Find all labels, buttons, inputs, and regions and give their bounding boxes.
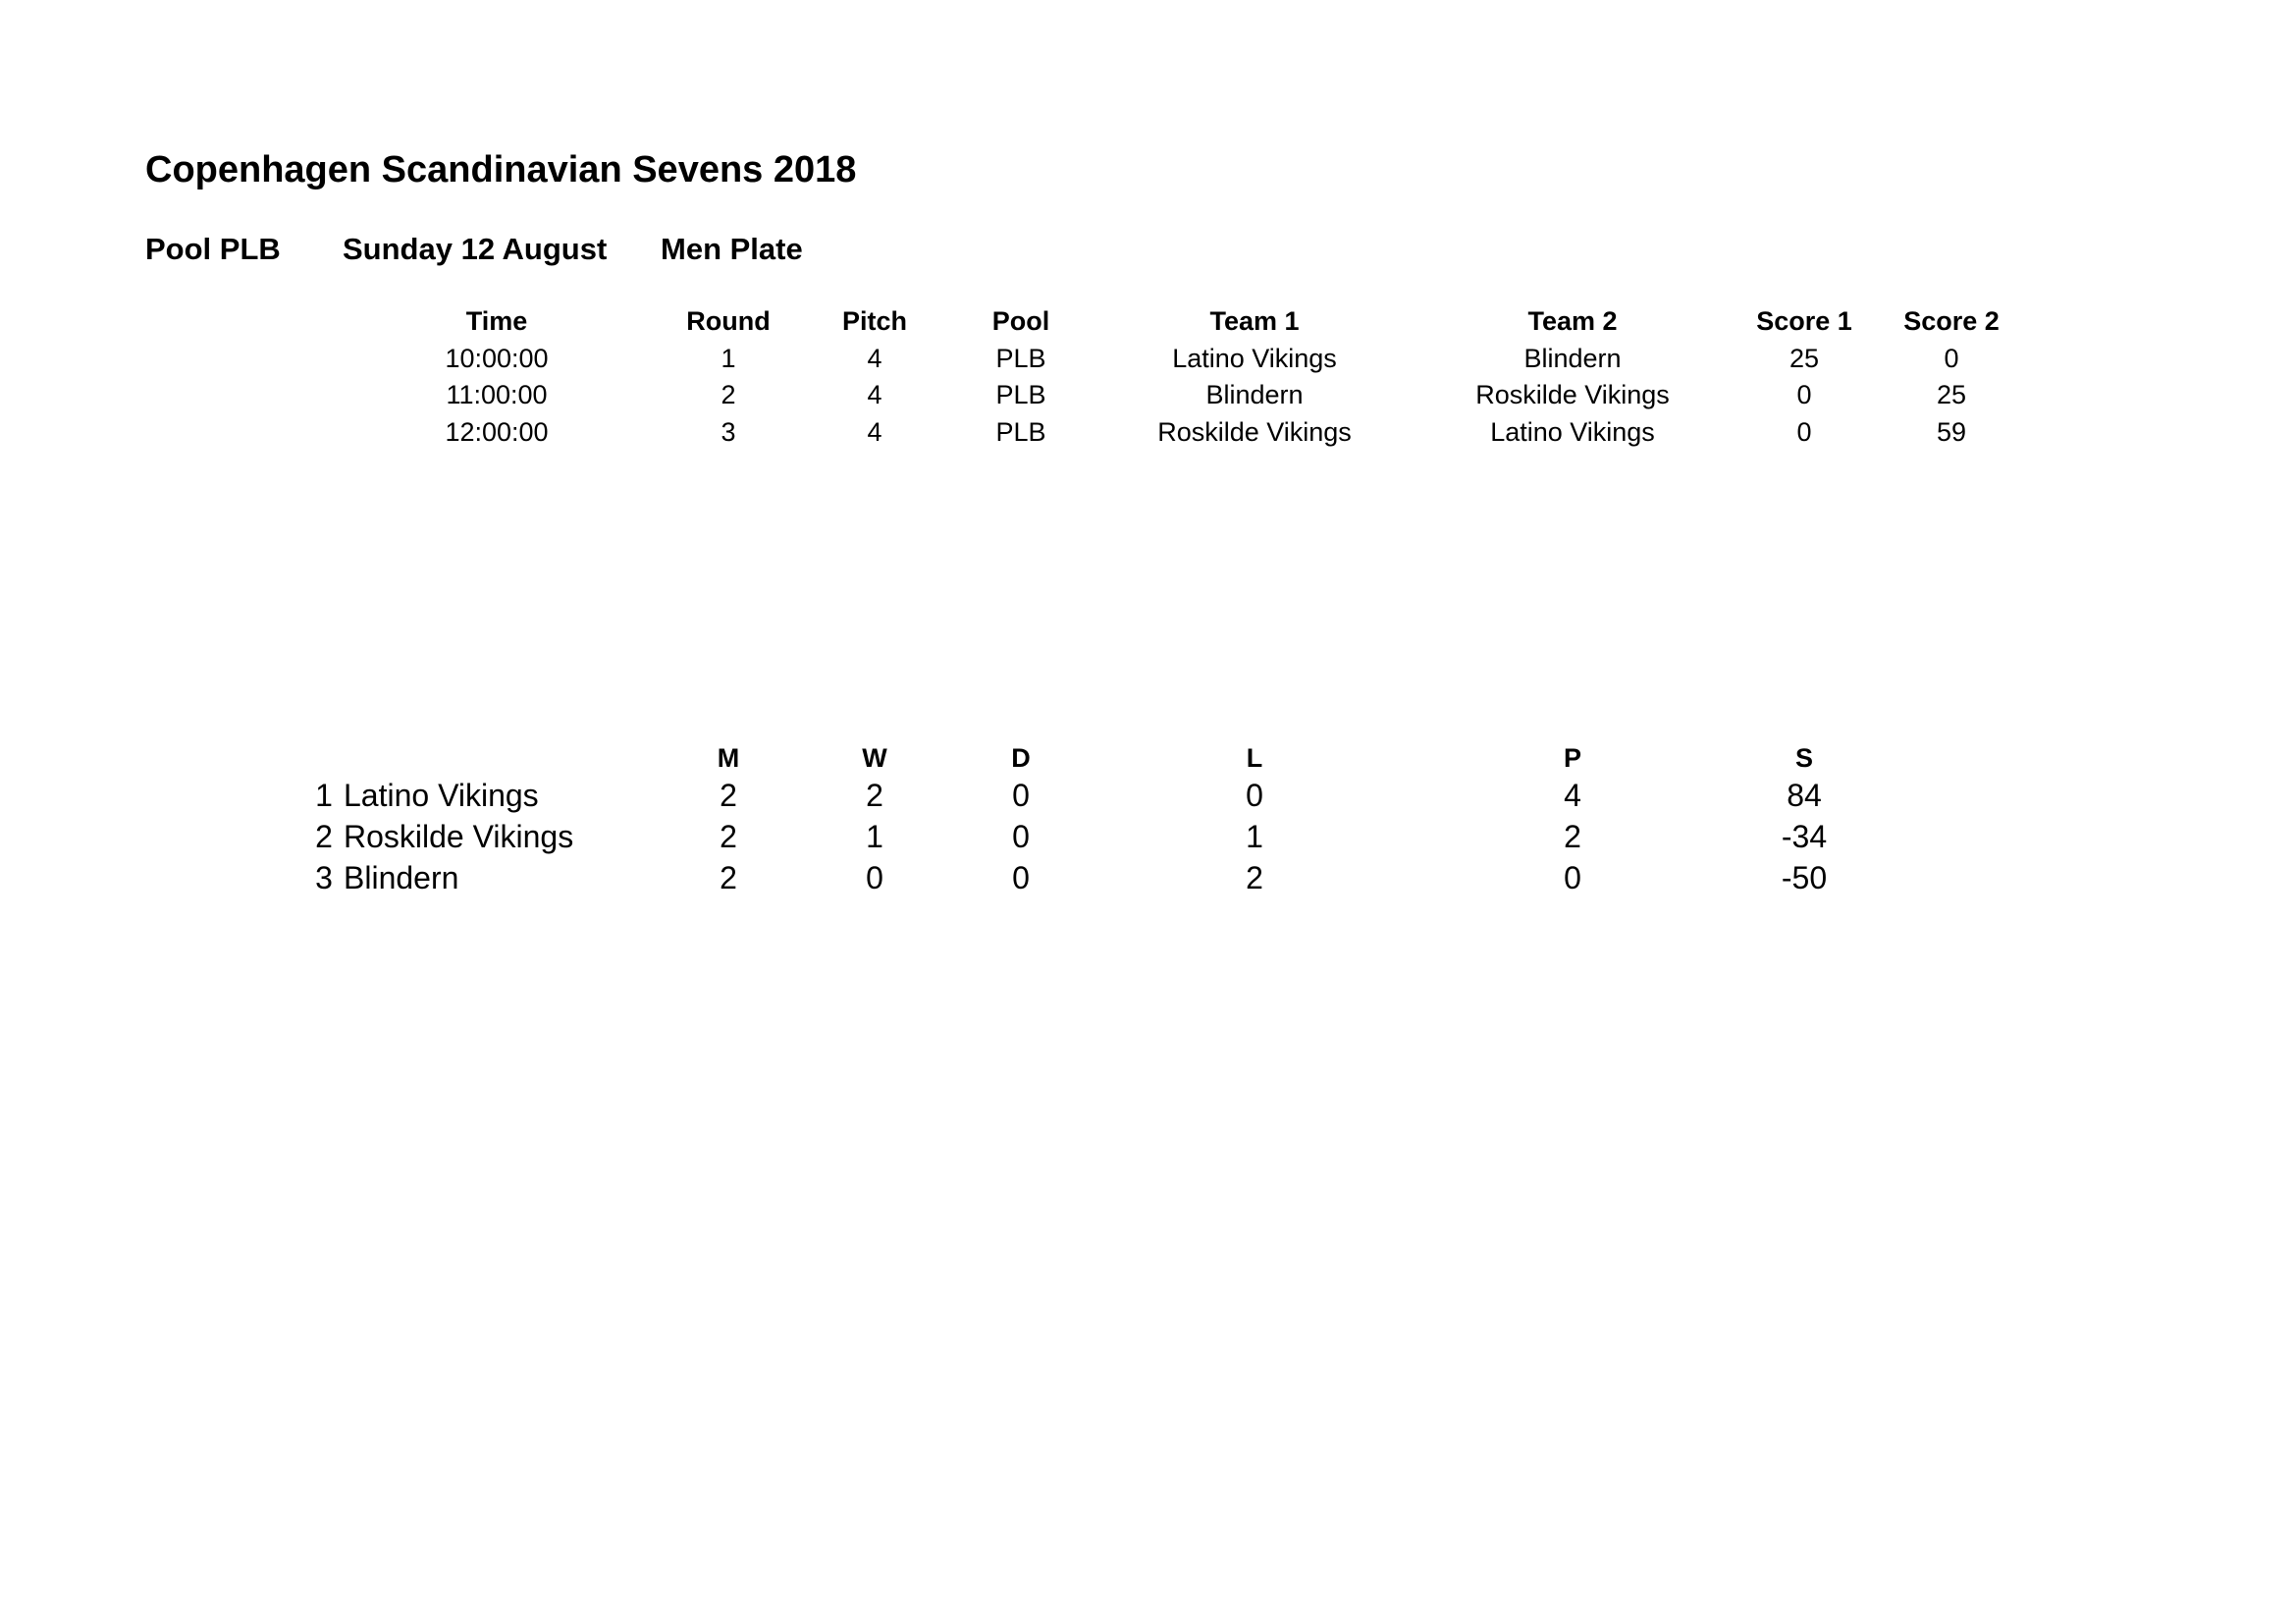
fixture-cell-pool: PLB [995,380,1046,409]
fixtures-header-pitch: Pitch [841,306,908,336]
standings-team-name: Roskilde Vikings [344,819,574,854]
fixture-cell-score-2: 0 [1944,344,1959,373]
fixture-cell-team-2: Latino Vikings [1490,417,1655,447]
standings-cell-s: -34 [1781,819,1828,854]
fixture-cell-time: 12:00:00 [445,417,549,447]
fixture-cell-round: 2 [721,380,736,409]
fixture-cell-pitch: 4 [867,344,882,373]
standings-cell-l: 1 [1246,819,1263,854]
standings-cell-d: 0 [1012,860,1030,895]
fixtures-header-round: Round [686,306,771,336]
fixtures-header-team-2: Team 2 [1527,306,1618,336]
standings-header-m: M [717,743,740,773]
fixtures-header-score-2: Score 2 [1903,306,2000,336]
fixture-cell-score-2: 59 [1936,417,1967,447]
standings-cell-d: 0 [1012,778,1030,813]
standings-cell-p: 2 [1564,819,1581,854]
standings-header-p: P [1563,743,1582,773]
fixture-cell-round: 1 [721,344,736,373]
fixture-cell-pitch: 4 [867,417,882,447]
standings-cell-p: 4 [1564,778,1581,813]
fixtures-header-team-1: Team 1 [1209,306,1300,336]
standings-cell-s: 84 [1787,778,1822,813]
fixture-cell-pool: PLB [995,417,1046,447]
standings-cell-m: 2 [720,860,737,895]
standings-cell-m: 2 [720,819,737,854]
date-label: Sunday 12 August [343,232,608,266]
fixture-cell-pitch: 4 [867,380,882,409]
standings-cell-w: 2 [866,778,883,813]
standings-rank: 1 [315,778,333,813]
fixture-cell-team-2: Blindern [1523,344,1622,373]
standings-cell-s: -50 [1781,860,1828,895]
category-label: Men Plate [661,232,803,266]
fixture-cell-time: 11:00:00 [446,380,548,409]
fixture-cell-team-1: Blindern [1205,380,1304,409]
standings-cell-p: 0 [1564,860,1581,895]
standings-header-s: S [1794,743,1814,773]
standings-team-name: Latino Vikings [344,778,539,813]
standings-header-d: D [1011,743,1031,773]
fixture-cell-team-1: Roskilde Vikings [1157,417,1352,447]
standings-cell-d: 0 [1012,819,1030,854]
fixture-cell-team-2: Roskilde Vikings [1475,380,1670,409]
standings-cell-l: 0 [1246,778,1263,813]
fixtures-header-time: Time [465,306,528,336]
fixture-cell-score-1: 0 [1796,380,1812,409]
page-title: Copenhagen Scandinavian Sevens 2018 [145,149,857,190]
fixture-cell-score-1: 25 [1789,344,1820,373]
standings-cell-w: 0 [866,860,883,895]
standings-header-l: L [1246,743,1263,773]
fixture-cell-time: 10:00:00 [445,344,549,373]
standings-cell-w: 1 [866,819,883,854]
standings-cell-m: 2 [720,778,737,813]
pool-label: Pool PLB [145,232,281,266]
fixture-cell-round: 3 [721,417,736,447]
fixture-cell-team-1: Latino Vikings [1172,344,1337,373]
fixture-cell-score-2: 25 [1936,380,1967,409]
standings-header-w: W [862,743,887,773]
standings-team-name: Blindern [344,860,459,895]
fixtures-header-score-1: Score 1 [1756,306,1852,336]
fixture-cell-pool: PLB [995,344,1046,373]
standings-cell-l: 2 [1246,860,1263,895]
fixture-cell-score-1: 0 [1796,417,1812,447]
fixtures-header-pool: Pool [991,306,1050,336]
standings-rank: 3 [315,860,333,895]
standings-rank: 2 [315,819,333,854]
